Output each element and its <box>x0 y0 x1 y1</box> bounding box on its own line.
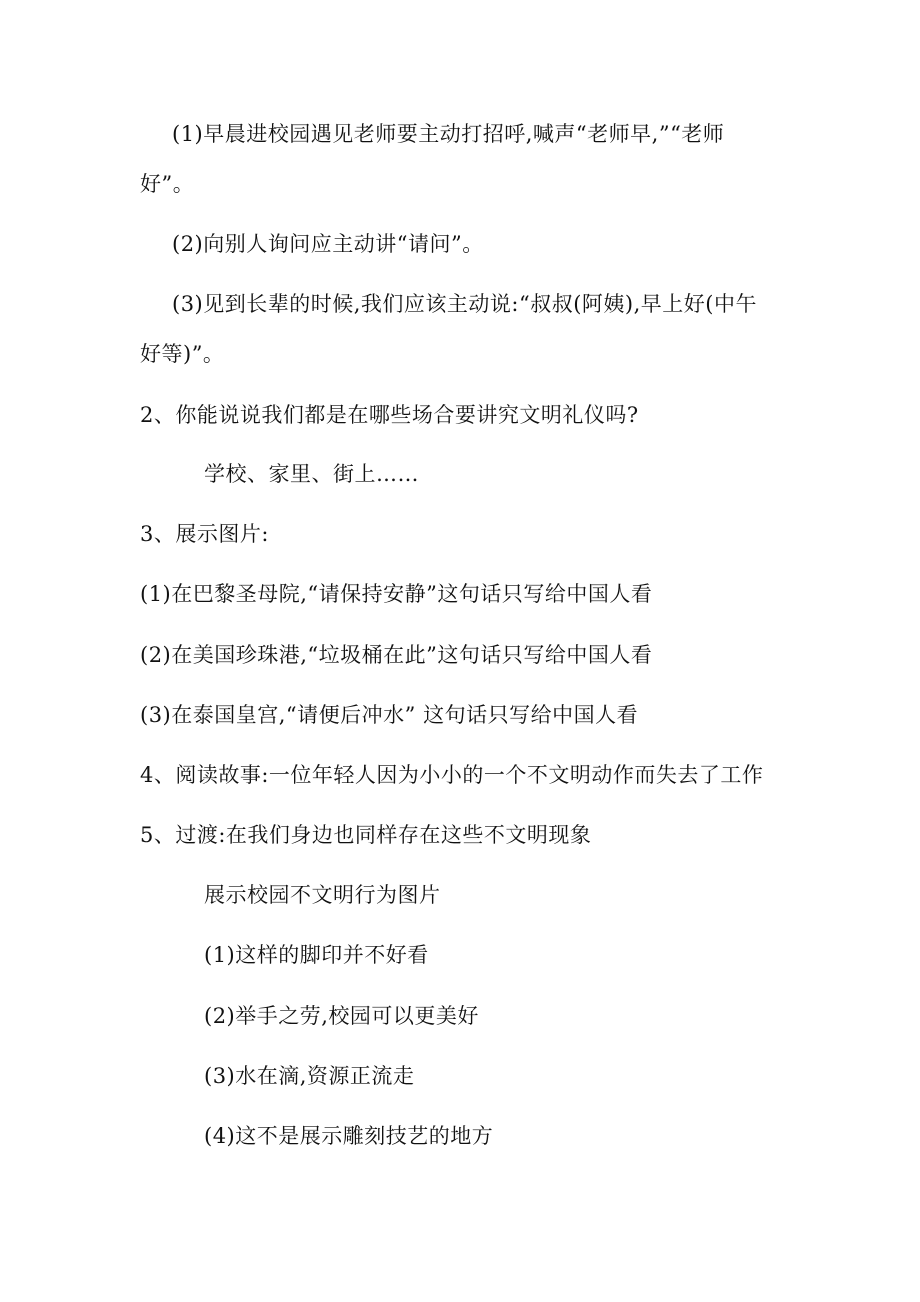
greeting-item-1-line-2: 好”。 <box>140 172 195 196</box>
section-5-heading: 5、过渡:在我们身边也同样存在这些不文明现象 <box>140 823 592 847</box>
campus-item-3: (3)水在滴,资源正流走 <box>204 1064 415 1088</box>
greeting-item-1-line-1: (1)早晨进校园遇见老师要主动打招呼,喊声“老师早,”“老师 <box>172 122 725 146</box>
picture-item-1: (1)在巴黎圣母院,“请保持安静”这句话只写给中国人看 <box>140 582 653 606</box>
greeting-item-3-line-1: (3)见到长辈的时候,我们应该主动说:“叔叔(阿姨),早上好(中午 <box>172 292 757 316</box>
section-3-heading: 3、展示图片: <box>140 522 269 546</box>
campus-item-4: (4)这不是展示雕刻技艺的地方 <box>204 1124 494 1148</box>
section-2-heading: 2、你能说说我们都是在哪些场合要讲究文明礼仪吗? <box>140 403 639 427</box>
campus-item-2: (2)举手之劳,校园可以更美好 <box>204 1004 479 1028</box>
section-2-answer: 学校、家里、街上…… <box>204 462 419 486</box>
greeting-item-3-line-2: 好等)”。 <box>140 342 225 366</box>
picture-item-3: (3)在泰国皇宫,“请便后冲水” 这句话只写给中国人看 <box>140 703 639 727</box>
campus-pictures-intro: 展示校园不文明行为图片 <box>204 883 441 907</box>
greeting-item-2: (2)向别人询问应主动讲“请问”。 <box>172 232 484 256</box>
campus-item-1: (1)这样的脚印并不好看 <box>204 943 429 967</box>
section-4-heading: 4、阅读故事:一位年轻人因为小小的一个不文明动作而失去了工作 <box>140 763 764 787</box>
picture-item-2: (2)在美国珍珠港,“垃圾桶在此”这句话只写给中国人看 <box>140 643 653 667</box>
